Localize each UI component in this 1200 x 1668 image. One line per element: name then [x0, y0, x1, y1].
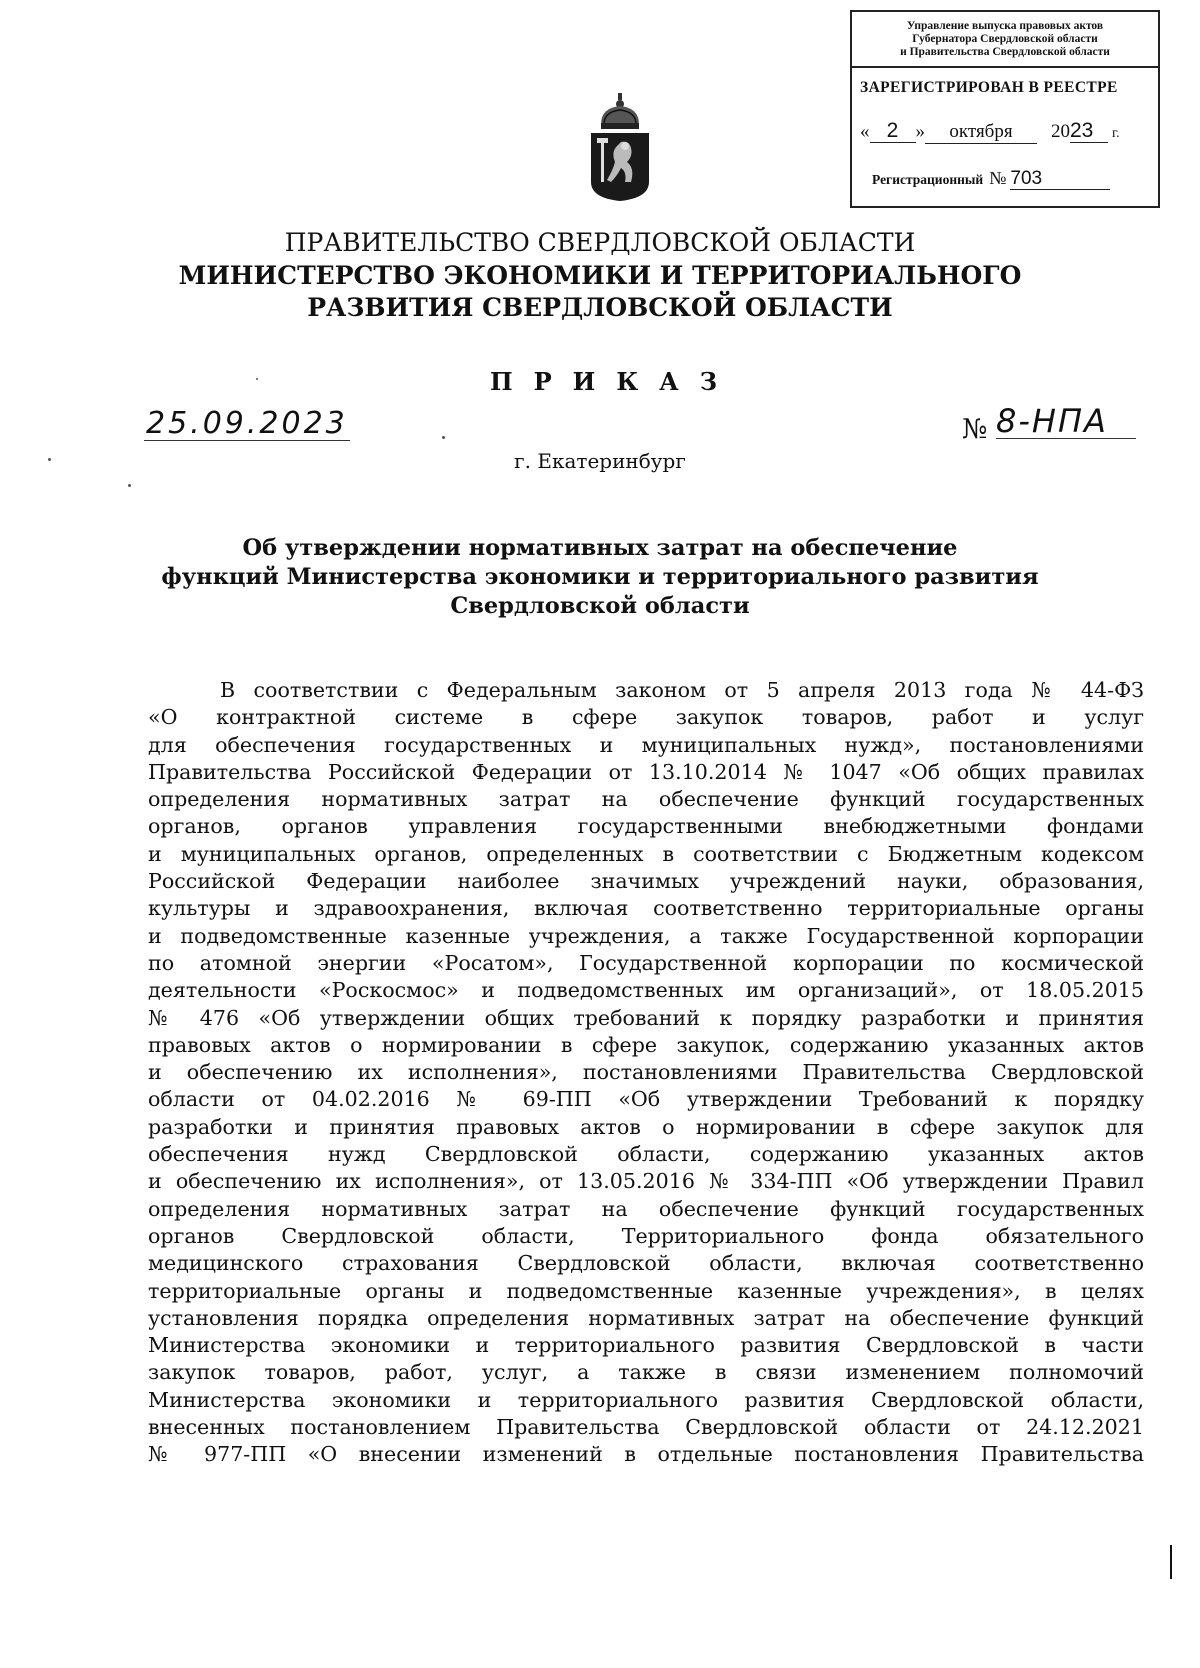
- scan-speck: [128, 484, 131, 487]
- stamp-date: [860, 120, 1120, 144]
- body-line: области от 04.02.2016 № 69-ПП «Об утверждении Требований к порядку: [148, 1087, 1144, 1112]
- order-title-line: функций Министерства экономики и территориального развития: [161, 564, 1039, 590]
- body-line: Министерства экономики и территориального развития Свердловской области,: [148, 1387, 1144, 1412]
- stamp-year-suffix: 23: [1070, 120, 1108, 143]
- body-line: внесенных постановлением Правительства Свердловской области от 24.12.2021: [148, 1415, 1144, 1440]
- body-line: и обеспечению их исполнения», постановлениями Правительства Свердловской: [148, 1060, 1144, 1085]
- body-line: № 977-ПП «О внесении изменений в отдельные постановления Правительства: [148, 1442, 1144, 1467]
- body-line: правовых актов о нормировании в сфере закупок, содержанию указанных актов: [148, 1032, 1144, 1057]
- stamp-year-prefix: 20: [1051, 121, 1070, 142]
- scan-speck: [48, 458, 51, 461]
- body-line: Российской Федерации наиболее значимых учреждений науки, образования,: [148, 869, 1144, 894]
- body-line: деятельности «Роскосмос» и подведомственных им организаций», от 18.05.2015: [148, 978, 1144, 1003]
- ministry-name-line2: РАЗВИТИЯ СВЕРДЛОВСКОЙ ОБЛАСТИ: [307, 293, 893, 322]
- body-line: для обеспечения государственных и муниципальных нужд», постановлениями: [148, 732, 1144, 757]
- body-line: определения нормативных затрат на обеспечение функций государственных: [148, 1196, 1144, 1221]
- order-body: [148, 677, 1144, 1469]
- stamp-reg-number: [872, 168, 1110, 190]
- body-line: определения нормативных затрат на обеспечение функций государственных: [148, 787, 1144, 812]
- stamp-header-line: и Правительства Свердловской области: [900, 45, 1110, 58]
- stamp-date-close-quote: »: [915, 121, 925, 142]
- body-line: территориальные органы и подведомственные казенные учреждения», в целях: [148, 1278, 1144, 1303]
- scan-speck: [442, 436, 445, 439]
- ministry-name-line1: МИНИСТЕРСТВО ЭКОНОМИКИ И ТЕРРИТОРИАЛЬНОГО: [178, 261, 1022, 290]
- stamp-month: октября: [925, 121, 1037, 144]
- body-line: органов, органов управления государственными внебюджетными фондами: [148, 814, 1144, 839]
- stamp-registered-label: ЗАРЕГИСТРИРОВАН В РЕЕСТРЕ: [860, 79, 1118, 96]
- body-line: медицинского страхования Свердловской области, включая соответственно: [148, 1251, 1144, 1276]
- stamp-header-line: Управление выпуска правовых актов: [906, 19, 1104, 32]
- body-line: В соответствии с Федеральным законом от 5 апреля 2013 года № 44-ФЗ: [220, 678, 1144, 702]
- body-line: культуры и здравоохранения, включая соответственно территориальные органы: [148, 896, 1144, 921]
- city: г. Екатеринбург: [514, 449, 686, 473]
- body-line: органов Свердловской области, Территориального фонда обязательного: [148, 1223, 1144, 1248]
- body-line: и муниципальных органов, определенных в соответствии с Бюджетным кодексом: [148, 841, 1144, 866]
- stamp-date-open-quote: «: [860, 121, 870, 142]
- scan-edge-mark: [1170, 1545, 1172, 1579]
- body-line: обеспечения нужд Свердловской области, содержанию указанных актов: [148, 1142, 1144, 1167]
- order-title-line: Об утверждении нормативных затрат на обеспечение: [242, 535, 958, 561]
- body-line: «О контрактной системе в сфере закупок товаров, работ и услуг: [148, 705, 1144, 730]
- order-title: [0, 534, 1200, 621]
- stamp-reg-sign: №: [989, 168, 1007, 188]
- document-type: ПРИКАЗ: [489, 367, 739, 396]
- order-title-line: Свердловской области: [450, 593, 750, 619]
- stamp-day: 2: [870, 120, 916, 143]
- stamp-header: [852, 12, 1158, 68]
- scan-speck: [256, 378, 258, 380]
- body-line: № 476 «Об утверждении общих требований к порядку разработки и принятия: [148, 1005, 1144, 1030]
- body-line: Министерства экономики и территориального развития Свердловской в части: [148, 1333, 1144, 1358]
- body-line: закупок товаров, работ, услуг, а также в связи изменением полномочий: [148, 1360, 1144, 1385]
- government-name: ПРАВИТЕЛЬСТВО СВЕРДЛОВСКОЙ ОБЛАСТИ: [284, 228, 916, 257]
- body-line: установления порядка определения нормативных затрат на обеспечение функций: [148, 1305, 1144, 1330]
- body-line: Правительства Российской Федерации от 13.10.2014 № 1047 «Об общих правилах: [148, 759, 1144, 784]
- stamp-header-line: Губернатора Свердловской области: [912, 32, 1098, 45]
- body-line: по атомной энергии «Росатом», Государственной корпорации по космической: [148, 950, 1144, 975]
- body-line: разработки и принятия правовых актов о нормировании в сфере закупок для: [148, 1114, 1144, 1139]
- body-line: и обеспечению их исполнения», от 13.05.2016 № 334-ПП «Об утверждении Правил: [148, 1169, 1144, 1194]
- order-number-handwritten: 8-НПА: [996, 404, 1136, 439]
- stamp-year-unit: г.: [1112, 126, 1120, 141]
- order-number-sign: №: [962, 414, 988, 445]
- registration-stamp: [850, 10, 1160, 208]
- order-date-handwritten: 25.09.2023: [146, 406, 348, 441]
- sverdlovsk-coat-of-arms-icon: [587, 90, 653, 202]
- stamp-reg-label: Регистрационный: [872, 172, 984, 187]
- body-line: и подведомственные казенные учреждения, а также Государственной корпорации: [148, 923, 1144, 948]
- stamp-reg-value: 703: [1010, 169, 1110, 190]
